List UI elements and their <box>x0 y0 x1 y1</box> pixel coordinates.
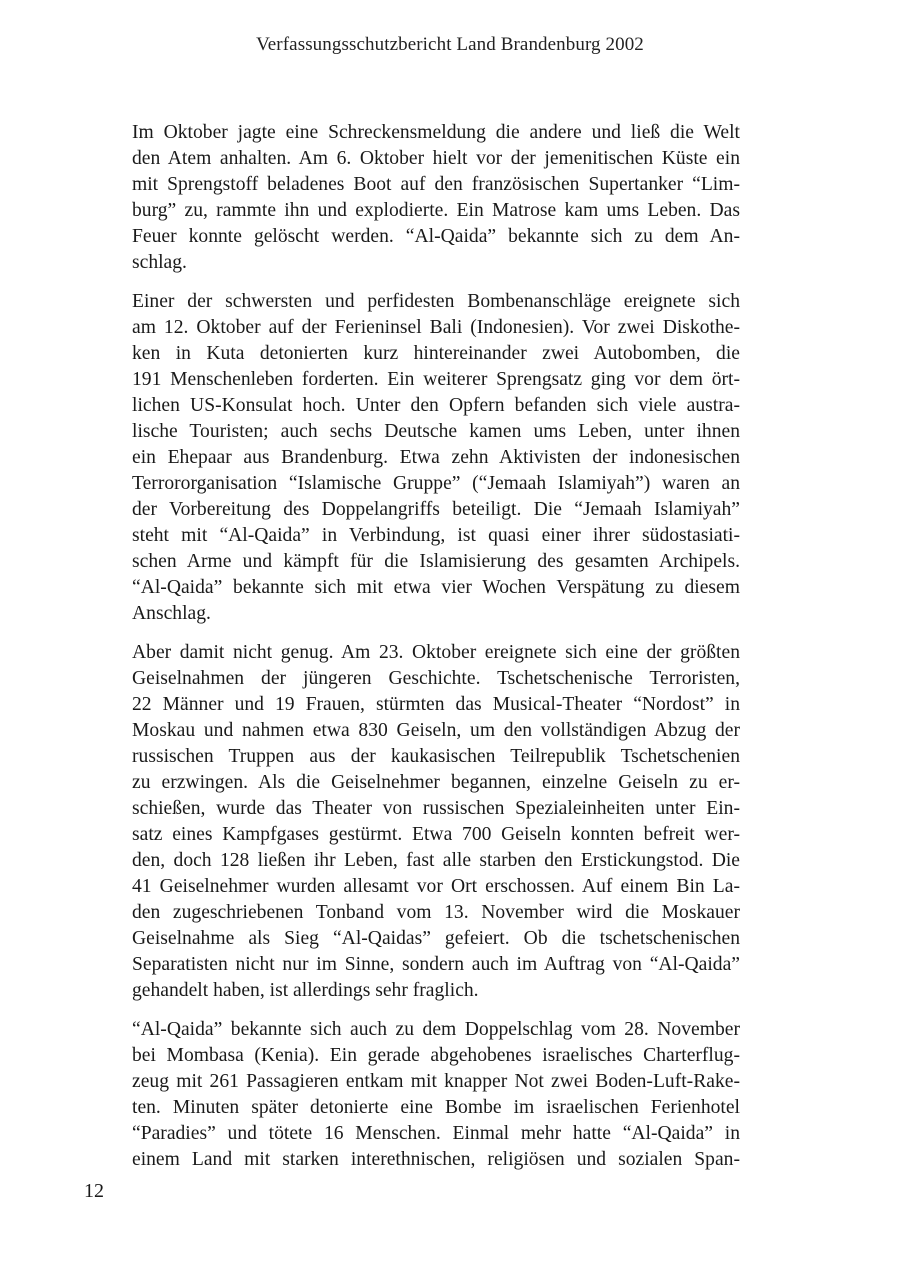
text-line: Geiselnahme als Sieg “Al-Qaidas” gefeiert. Ob die tschetschenischen <box>132 928 740 949</box>
text-line: einem Land mit starken interethnischen, religiösen und sozialen Span- <box>132 1149 740 1170</box>
text-line: den Atem anhalten. Am 6. Oktober hielt vor der jemenitischen Küste ein <box>132 148 740 169</box>
text-line: “Paradies” und tötete 16 Menschen. Einmal mehr hatte “Al-Qaida” in <box>132 1123 740 1144</box>
text-line: zeug mit 261 Passagieren entkam mit knapper Not zwei Boden-Luft-Rake- <box>132 1071 740 1092</box>
text-line: 41 Geiselnehmer wurden allesamt vor Ort erschossen. Auf einem Bin La- <box>132 876 740 897</box>
text-line: burg” zu, rammte ihn und explodierte. Ein Matrose kam ums Leben. Das <box>132 200 740 221</box>
text-line: 22 Männer und 19 Frauen, stürmten das Musical-Theater “Nordost” in <box>132 694 740 715</box>
text-line: Moskau und nahmen etwa 830 Geiseln, um den vollständigen Abzug der <box>132 720 740 741</box>
running-header: Verfassungsschutzbericht Land Brandenburg 2002 <box>256 34 644 55</box>
text-line: den, doch 128 ließen ihr Leben, fast alle starben den Erstickungstod. Die <box>132 850 740 871</box>
text-line: am 12. Oktober auf der Ferieninsel Bali (Indonesien). Vor zwei Diskothe- <box>132 317 740 338</box>
text-line: russischen Truppen aus der kaukasischen Teilrepublik Tschetschenien <box>132 746 740 767</box>
text-line: gehandelt haben, ist allerdings sehr fraglich. <box>132 980 479 1001</box>
text-line: zu erzwingen. Als die Geiselnehmer begannen, einzelne Geiseln zu er- <box>132 772 740 793</box>
body-text <box>132 120 740 1186</box>
text-line: steht mit “Al-Qaida” in Verbindung, ist quasi einer ihrer südostasiati- <box>132 525 740 546</box>
text-line: 191 Menschenleben forderten. Ein weiterer Sprengsatz ging vor dem ört- <box>132 369 740 390</box>
text-line: ein Ehepaar aus Brandenburg. Etwa zehn Aktivisten der indonesischen <box>132 447 740 468</box>
text-line: satz eines Kampfgases gestürmt. Etwa 700 Geiseln konnten befreit wer- <box>132 824 740 845</box>
text-line: Separatisten nicht nur im Sinne, sondern auch im Auftrag von “Al-Qaida” <box>132 954 740 975</box>
text-line: bei Mombasa (Kenia). Ein gerade abgehobenes israelisches Charterflug- <box>132 1045 740 1066</box>
text-line: ken in Kuta detonierten kurz hintereinander zwei Autobomben, die <box>132 343 740 364</box>
text-line: lische Touristen; auch sechs Deutsche kamen ums Leben, unter ihnen <box>132 421 740 442</box>
text-line: mit Sprengstoff beladenes Boot auf den französischen Supertanker “Lim- <box>132 174 740 195</box>
text-line: Geiselnahmen der jüngeren Geschichte. Tschetschenische Terroristen, <box>132 668 740 689</box>
paragraph <box>132 120 740 276</box>
text-line: lichen US-Konsulat hoch. Unter den Opfern befanden sich viele austra- <box>132 395 740 416</box>
text-line: “Al-Qaida” bekannte sich mit etwa vier Wochen Verspätung zu diesem <box>132 577 740 598</box>
text-line: Im Oktober jagte eine Schreckensmeldung die andere und ließ die Welt <box>132 122 740 143</box>
paragraph <box>132 1017 740 1173</box>
text-line: schlag. <box>132 252 187 273</box>
text-line: Feuer konnte gelöscht werden. “Al-Qaida” bekannte sich zu dem An- <box>132 226 740 247</box>
text-line: schießen, wurde das Theater von russischen Spezialeinheiten unter Ein- <box>132 798 740 819</box>
text-line: Anschlag. <box>132 603 211 624</box>
page-number: 12 <box>84 1180 104 1202</box>
text-line: Terrororganisation “Islamische Gruppe” (“Jemaah Islamiyah”) waren an <box>132 473 740 494</box>
text-line: der Vorbereitung des Doppelangriffs beteiligt. Die “Jemaah Islamiyah” <box>132 499 740 520</box>
text-line: den zugeschriebenen Tonband vom 13. November wird die Moskauer <box>132 902 740 923</box>
paragraph <box>132 640 740 1004</box>
text-line: ten. Minuten später detonierte eine Bombe im israelischen Ferienhotel <box>132 1097 740 1118</box>
text-line: Einer der schwersten und perfidesten Bombenanschläge ereignete sich <box>132 291 740 312</box>
text-line: “Al-Qaida” bekannte sich auch zu dem Doppelschlag vom 28. November <box>132 1019 740 1040</box>
text-line: Aber damit nicht genug. Am 23. Oktober ereignete sich eine der größten <box>132 642 740 663</box>
text-line: schen Arme und kämpft für die Islamisierung des gesamten Archipels. <box>132 551 740 572</box>
paragraph <box>132 289 740 627</box>
